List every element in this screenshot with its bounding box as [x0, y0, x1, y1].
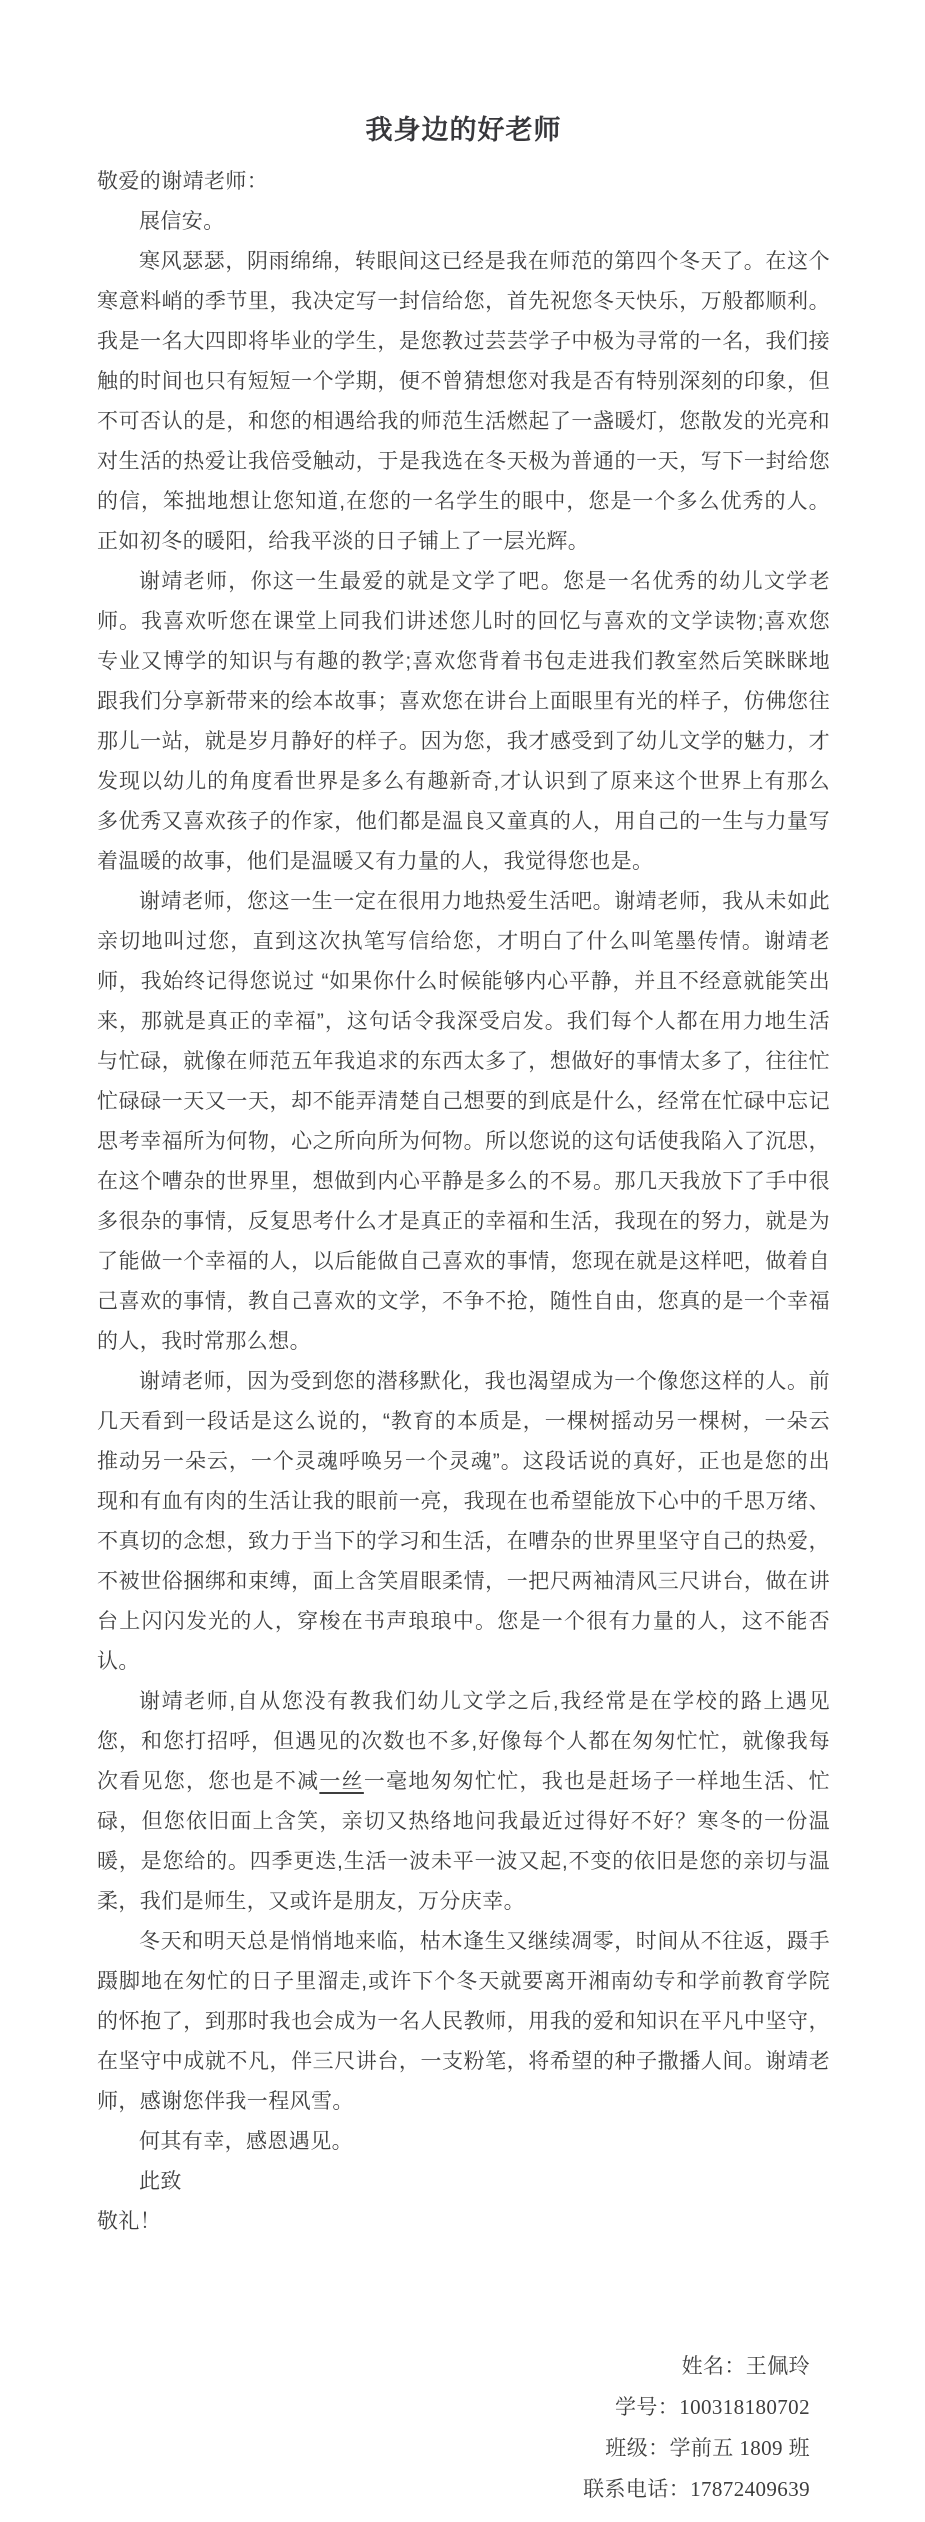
paragraph-text: 谢靖老师，你这一生最爱的就是文学了吧。您是一名优秀的幼儿文学老师。我喜欢听您在课堂上同我们讲述您儿时的回忆与喜欢的文学读物;喜欢您专业又博学的知识与有趣的教学;喜欢您背着书包走进我们教室然后笑眯眯地跟我们分享新带来的绘本故事；喜欢您在讲台上面眼里有光的样子，仿佛您往那儿一站，就是岁月静好的样子。因为您，我才感受到了幼儿文学的魅力，才发现以幼儿的角度看世界是多么有趣新奇,才认识到了原来这个世界上有那么多优秀又喜欢孩子的作家，他们都是温良又童真的人，用自己的一生与力量写着温暖的故事，他们是温暖又有力量的人，我觉得您也是。: [97, 570, 830, 873]
opening-line: 展信安。: [139, 210, 225, 233]
page-title: 我身边的好老师: [365, 115, 562, 145]
paragraph-text: 谢靖老师，您这一生一定在很用力地热爱生活吧。谢靖老师，我从未如此亲切地叫过您，直到这次执笔写信给您，才明白了什么叫笔墨传情。谢靖老师，我始终记得您说过 “如果你什么时候能够内心平静，并且不经意就能笑出来，那就是真正的幸福”，这句话令我深受启发。我们每个人都在用力地生活与忙碌，就像在师范五年我追求的东西太多了，想做好的事情太多了，往往忙忙碌碌一天又一天，却不能弄清楚自己想要的到底是什么，经常在忙碌中忘记思考幸福所为何物，心之所向所为何物。所以您说的这句话使我陷入了沉思，在这个嘈杂的世界里，想做到内心平静是多么的不易。那几天我放下了手中很多很杂的事情，反复思考什么才是真正的幸福和生活，我现在的努力，就是为了能做一个幸福的人，以后能做自己喜欢的事情，您现在就是这样吧，做着自己喜欢的事情，教自己喜欢的文学，不争不抢，随性自由，您真的是一个幸福的人，我时常那么想。: [97, 890, 830, 1353]
letter-paragraph-1: [97, 242, 830, 562]
letter-paragraph-3: [97, 882, 830, 1362]
signature-label: 联系电话：: [583, 2478, 691, 2501]
signature-value: 100318180702: [679, 2395, 810, 2419]
closing-line: 何其有幸，感恩遇见。: [139, 2130, 353, 2153]
signature-block: [97, 2346, 830, 2510]
jingli-line: 敬礼！: [97, 2210, 162, 2233]
letter-paragraph-2: [97, 562, 830, 882]
signature-row-2: [97, 2387, 810, 2428]
signature-value: 王佩玲: [745, 2354, 810, 2378]
cizhi-line: 此致: [139, 2170, 182, 2193]
signature-value: 17872409639: [690, 2477, 810, 2501]
letter-paragraph-4: [97, 1362, 830, 1682]
underlined-text: 一丝: [319, 1770, 364, 1793]
signature-value: 学前五 1809 班: [669, 2436, 810, 2460]
paragraph-text: 寒风瑟瑟，阴雨绵绵，转眼间这已经是我在师范的第四个冬天了。在这个寒意料峭的季节里，我决定写一封信给您，首先祝您冬天快乐，万般都顺利。我是一名大四即将毕业的学生，是您教过芸芸学子中极为寻常的一名，我们接触的时间也只有短短一个学期，便不曾猜想您对我是否有特别深刻的印象，但不可否认的是，和您的相遇给我的师范生活燃起了一盏暖灯，您散发的光亮和对生活的热爱让我倍受触动，于是我选在冬天极为普通的一天，写下一封给您的信，笨拙地想让您知道,在您的一名学生的眼中，您是一个多么优秀的人。正如初冬的暖阳，给我平淡的日子铺上了一层光辉。: [97, 250, 830, 553]
signature-label: 学号：: [614, 2396, 680, 2419]
salutation: 敬爱的谢靖老师：: [97, 170, 269, 193]
letter-body: [97, 162, 830, 2242]
paragraph-text: 谢靖老师，因为受到您的潜移默化，我也渴望成为一个像您这样的人。前几天看到一段话是这么说的，“教育的本质是，一棵树摇动另一棵树，一朵云推动另一朵云，一个灵魂呼唤另一个灵魂”。这段话说的真好，正也是您的出现和有血有肉的生活让我的眼前一亮，我现在也希望能放下心中的千思万绪、不真切的念想，致力于当下的学习和生活，在嘈杂的世界里坚守自己的热爱，不被世俗捆绑和束缚，面上含笑眉眼柔情，一把尺两袖清风三尺讲台，做在讲台上闪闪发光的人，穿梭在书声琅琅中。您是一个很有力量的人，这不能否认。: [97, 1370, 830, 1673]
paragraph-text: 一毫地匆匆忙忙，我也是赶场子一样地生活、忙碌，但您依旧面上含笑，亲切又热络地问我最近过得好不好？寒冬的一份温暖，是您给的。四季更迭,生活一波未平一波又起,不变的依旧是您的亲切与温柔，我们是师生，又或许是朋友，万分庆幸。: [97, 1770, 830, 1913]
signature-label: 姓名：: [681, 2355, 746, 2378]
signature-row-1: [97, 2346, 810, 2387]
letter-paragraphs: [97, 242, 830, 2122]
signature-label: 班级：: [605, 2437, 670, 2460]
letter-paragraph-6: [97, 1922, 830, 2122]
signature-row-4: [97, 2469, 810, 2510]
letter-paragraph-5: [97, 1682, 830, 1922]
paragraph-text: 冬天和明天总是悄悄地来临，枯木逢生又继续凋零，时间从不往返，蹑手蹑脚地在匆忙的日子里溜走,或许下个冬天就要离开湘南幼专和学前教育学院的怀抱了，到那时我也会成为一名人民教师，用我的爱和知识在平凡中坚守，在坚守中成就不凡，伴三尺讲台，一支粉笔，将希望的种子撒播人间。谢靖老师，感谢您伴我一程风雪。: [97, 1930, 830, 2113]
signature-row-3: [97, 2428, 810, 2469]
paragraph-text: 谢靖老师,自从您没有教我们幼儿文学之后,我经常是在学校的路上遇见您，和您打招呼，但遇见的次数也不多,好像每个人都在匆匆忙忙，就像我每次看见您，您也是不减: [97, 1690, 830, 1793]
